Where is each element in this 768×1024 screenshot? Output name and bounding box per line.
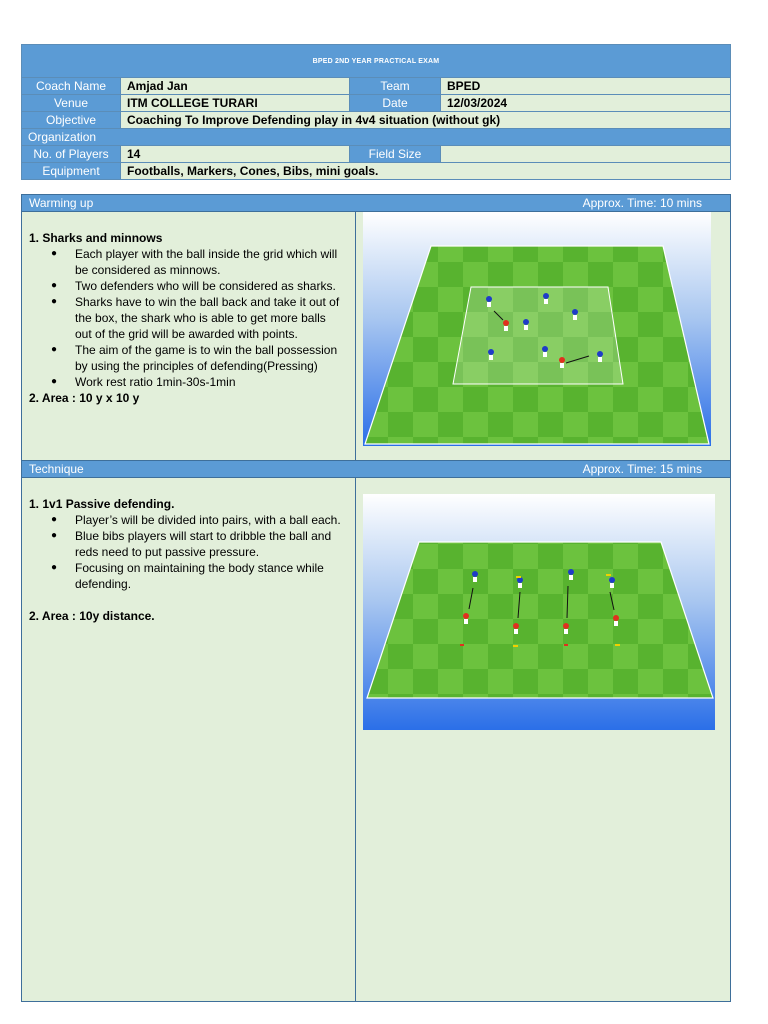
- grid-box: [453, 287, 623, 384]
- equipment-label: Equipment: [22, 163, 121, 180]
- coach-name-value: Amjad Jan: [121, 78, 350, 95]
- drill-heading: 1. Sharks and minnows: [29, 231, 163, 245]
- section-header: [22, 461, 730, 478]
- exam-title: BPED 2ND YEAR PRACTICAL EXAM: [22, 45, 731, 78]
- drill-bullet-list: [29, 512, 355, 592]
- objective-label: Objective: [22, 112, 121, 129]
- field-size-label: Field Size: [350, 146, 441, 163]
- drill-description: [22, 212, 356, 461]
- sharks-minnows-pitch-diagram: [363, 212, 711, 446]
- list-item: ● Each player with the ball inside the grid which will be considered as minnows.: [75, 246, 355, 278]
- list-item: ● Sharks have to win the ball back and take it out of the box, the shark who is able to get more balls out of the grid will be awarded with points.: [75, 294, 355, 342]
- list-item: ● Work rest ratio 1min-30s-1min: [75, 374, 355, 390]
- section-title: Warming up: [29, 196, 94, 210]
- section-time: Approx. Time: 10 mins: [582, 196, 702, 210]
- technique-section: [21, 460, 731, 1002]
- equipment-value: Footballs, Markers, Cones, Bibs, mini goals.: [121, 163, 731, 180]
- section-header: [22, 195, 730, 212]
- field-size-value: [441, 146, 731, 163]
- section-title: Technique: [29, 462, 84, 476]
- session-info-table: [21, 44, 731, 180]
- drill-bullet-list: [29, 246, 355, 390]
- date-value: 12/03/2024: [441, 95, 731, 112]
- list-item: ● Blue bibs players will start to dribble the ball and reds need to put passive pressure.: [75, 528, 355, 560]
- drill-description: [22, 478, 356, 1001]
- drill-area: 2. Area : 10y distance.: [29, 609, 155, 623]
- players-value: 14: [121, 146, 350, 163]
- drill-area: 2. Area : 10 y x 10 y: [29, 391, 140, 405]
- passive-defending-pitch-diagram: [363, 494, 715, 730]
- section-time: Approx. Time: 15 mins: [582, 462, 702, 476]
- organization-label: Organization: [22, 129, 731, 146]
- list-item: ● Player’s will be divided into pairs, with a ball each.: [75, 512, 355, 528]
- list-item: ● Two defenders who will be considered as sharks.: [75, 278, 355, 294]
- team-label: Team: [350, 78, 441, 95]
- date-label: Date: [350, 95, 441, 112]
- drill-heading: 1. 1v1 Passive defending.: [29, 497, 175, 511]
- objective-value: Coaching To Improve Defending play in 4v4 situation (without gk): [121, 112, 731, 129]
- list-item: ● The aim of the game is to win the ball possession by using the principles of defending(Pressing): [75, 342, 355, 374]
- team-value: BPED: [441, 78, 731, 95]
- players-label: No. of Players: [22, 146, 121, 163]
- venue-label: Venue: [22, 95, 121, 112]
- list-item: ● Focusing on maintaining the body stance while defending.: [75, 560, 355, 592]
- pitch: [367, 542, 713, 698]
- venue-value: ITM COLLEGE TURARI: [121, 95, 350, 112]
- coach-name-label: Coach Name: [22, 78, 121, 95]
- warming-up-section: [21, 194, 731, 462]
